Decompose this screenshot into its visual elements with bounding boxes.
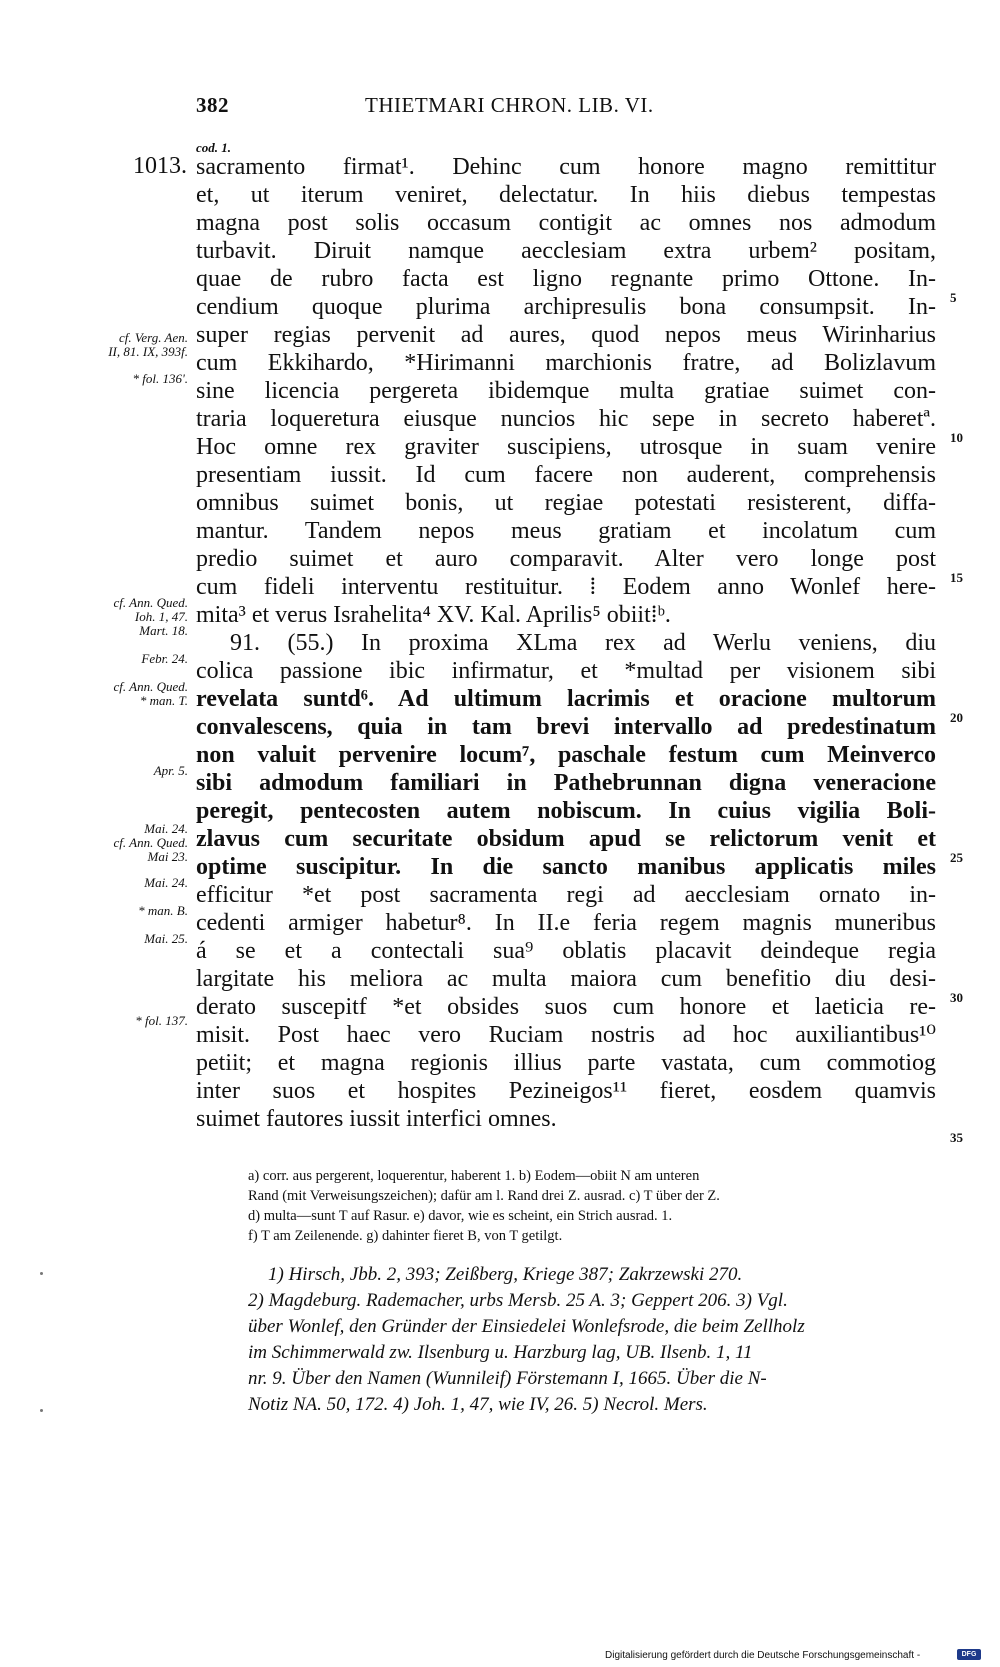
margin-note: Mai. 25.	[144, 931, 188, 946]
text-line: suimet fautores iussit interfici omnes.	[196, 1106, 557, 1132]
margin-note: Mai. 24.	[144, 875, 188, 890]
margin-note: II, 81. IX, 393f.	[108, 344, 188, 359]
text-line: et, ut iterum veniret, delectatur. In hiis diebus tempestas	[196, 182, 936, 208]
text-line: misit. Post haec vero Ruciam nostris ad hoc auxiliantibus¹⁰	[196, 1022, 936, 1048]
text-line: mita³ et verus Israhelita⁴ XV. Kal. Aprilis⁵ obiit⁞ᵇ.	[196, 602, 671, 628]
line-number: 15	[950, 570, 963, 585]
line-number: 35	[950, 1130, 963, 1145]
chapter-start-line: 91. (55.) In proxima XLma rex ad Werlu veniens, diu	[230, 630, 936, 656]
text-line: mantur. Tandem nepos meus gratiam et incolatum cum	[196, 518, 936, 544]
text-line: efficitur *et post sacramenta regi ad aecclesiam ornato in-	[196, 882, 936, 908]
text-line: magna post solis occasum contigit ac omnes nos admodum	[196, 210, 936, 236]
source-note-line: Notiz NA. 50, 172. 4) Joh. 1, 47, wie IV, 26. 5) Necrol. Mers.	[248, 1394, 708, 1415]
text-line: sacramento firmat¹. Dehinc cum honore magno remittitur	[196, 154, 936, 180]
scan-speck	[40, 1272, 43, 1275]
text-line: turbavit. Diruit namque aecclesiam extra urbem² positam,	[196, 238, 936, 264]
apparatus-line: a) corr. aus pergerent, loquerentur, haberent 1. b) Eodem—obiit N am unteren	[248, 1168, 700, 1184]
apparatus-line: f) T am Zeilenende. g) dahinter fieret B, von T getilgt.	[248, 1228, 563, 1244]
text-line: presentiam iussit. Id cum facere non auderent, comprehensis	[196, 462, 936, 488]
text-line: non valuit pervenire locum⁷, paschale festum cum Meinverco	[196, 742, 936, 768]
margin-note: * fol. 136'.	[132, 371, 188, 386]
text-line: zlavus cum securitate obsidum apud se relictorum venit et	[196, 826, 936, 852]
year-marker: 1013.	[133, 153, 187, 179]
margin-note: * fol. 137.	[135, 1013, 188, 1028]
text-line: sibi admodum familiari in Pathebrunnan digna veneracione	[196, 770, 936, 796]
margin-note: cf. Verg. Aen.	[119, 330, 188, 345]
text-line: petiit; et magna regionis illius parte vastata, cum commotiog	[196, 1050, 936, 1076]
text-line: convalescens, quia in tam brevi intervallo ad predestinatum	[196, 714, 936, 740]
scan-speck	[40, 1409, 43, 1412]
margin-note: Mart. 18.	[139, 623, 188, 638]
line-number: 30	[950, 990, 963, 1005]
apparatus-line: d) multa—sunt T auf Rasur. e) davor, wie es scheint, ein Strich ausrad. 1.	[248, 1208, 673, 1224]
margin-note: Ioh. 1, 47.	[134, 609, 188, 624]
text-line: derato suscepitf *et obsides suos cum honore et laeticia re-	[196, 994, 936, 1020]
running-title: THIETMARI CHRON. LIB. VI.	[365, 93, 654, 117]
text-line: cum Ekkihardo, *Hirimanni marchionis fratre, ad Bolizlavum	[196, 350, 936, 376]
text-line: super regias pervenit ad aures, quod nepos meus Wirinharius	[196, 322, 936, 348]
margin-note: Febr. 24.	[141, 651, 188, 666]
margin-note: * man. T.	[139, 693, 188, 708]
source-note-line: über Wonlef, den Gründer der Einsiedelei Wonlefsrode, die beim Zellholz	[248, 1316, 805, 1337]
source-note-line: nr. 9. Über den Namen (Wunnileif) Förstemann I, 1665. Über die N-	[248, 1368, 767, 1389]
text-line: omnibus suimet bonis, ut regiae potestati resisterent, diffa-	[196, 490, 936, 516]
margin-note: Mai 23.	[147, 849, 188, 864]
text-line: colica passione ibic infirmatur, et *multad per visionem sibi	[196, 658, 936, 684]
dfg-logo-icon: DFG	[957, 1649, 981, 1660]
text-line: revelata suntd⁶. Ad ultimum lacrimis et oracione multorum	[196, 686, 936, 712]
text-line: quae de rubro facta est ligno regnante primo Ottone. In-	[196, 266, 936, 292]
line-number: 20	[950, 710, 963, 725]
margin-note: cf. Ann. Qued.	[113, 595, 188, 610]
margin-note: cf. Ann. Qued.	[113, 835, 188, 850]
codex-siglum: cod. 1.	[196, 140, 232, 155]
line-number: 5	[950, 290, 957, 305]
text-line: cum fideli interventu restituitur. ⁞ Eodem anno Wonlef here-	[196, 574, 936, 600]
margin-note: cf. Ann. Qued.	[113, 679, 188, 694]
margin-note: Apr. 5.	[153, 763, 188, 778]
text-line: predio suimet et auro comparavit. Alter vero longe post	[196, 546, 936, 572]
text-line: sine licencia pergereta ibidemque multa gratiae suimet con-	[196, 378, 936, 404]
apparatus-line: Rand (mit Verweisungszeichen); dafür am l. Rand drei Z. ausrad. c) T über der Z.	[248, 1188, 720, 1204]
text-line: peregit, pentecosten autem nobiscum. In cuius vigilia Boli-	[196, 798, 936, 824]
text-line: Hoc omne rex graviter suscipiens, utrosque in suam venire	[196, 434, 936, 460]
line-number: 10	[950, 430, 963, 445]
text-line: inter suos et hospites Pezineigos¹¹ fieret, eosdem quamvis	[196, 1078, 936, 1104]
source-note-line: 1) Hirsch, Jbb. 2, 393; Zeißberg, Kriege 387; Zakrzewski 270.	[268, 1264, 743, 1285]
margin-note: Mai. 24.	[144, 821, 188, 836]
line-number: 25	[950, 850, 963, 865]
source-note-line: 2) Magdeburg. Rademacher, urbs Mersb. 25 A. 3; Geppert 206. 3) Vgl.	[248, 1290, 788, 1311]
text-line: cedenti armiger habetur⁸. In II.e feria regem magnis muneribus	[196, 910, 936, 936]
text-line: traria loqueretura eiusque nuncios hic sepe in secreto haberetª.	[196, 406, 936, 432]
margin-note: * man. B.	[138, 903, 188, 918]
page-number: 382	[196, 93, 229, 117]
source-note-line: im Schimmerwald zw. Ilsenburg u. Harzburg lag, UB. Ilsenb. 1, 11	[248, 1342, 753, 1363]
text-line: cendium quoque plurima archipresulis bona consumpsit. In-	[196, 294, 936, 320]
text-line: optime suscipitur. In die sancto manibus applicatis miles	[196, 854, 936, 880]
digitization-credit: Digitalisierung gefördert durch die Deutsche Forschungsgemeinschaft -	[605, 1650, 921, 1661]
text-line: largitate his meliora ac multa maiora cum benefitio diu desi-	[196, 966, 936, 992]
text-line: á se et a contectali sua⁹ oblatis placavit deindeque regia	[196, 938, 936, 964]
